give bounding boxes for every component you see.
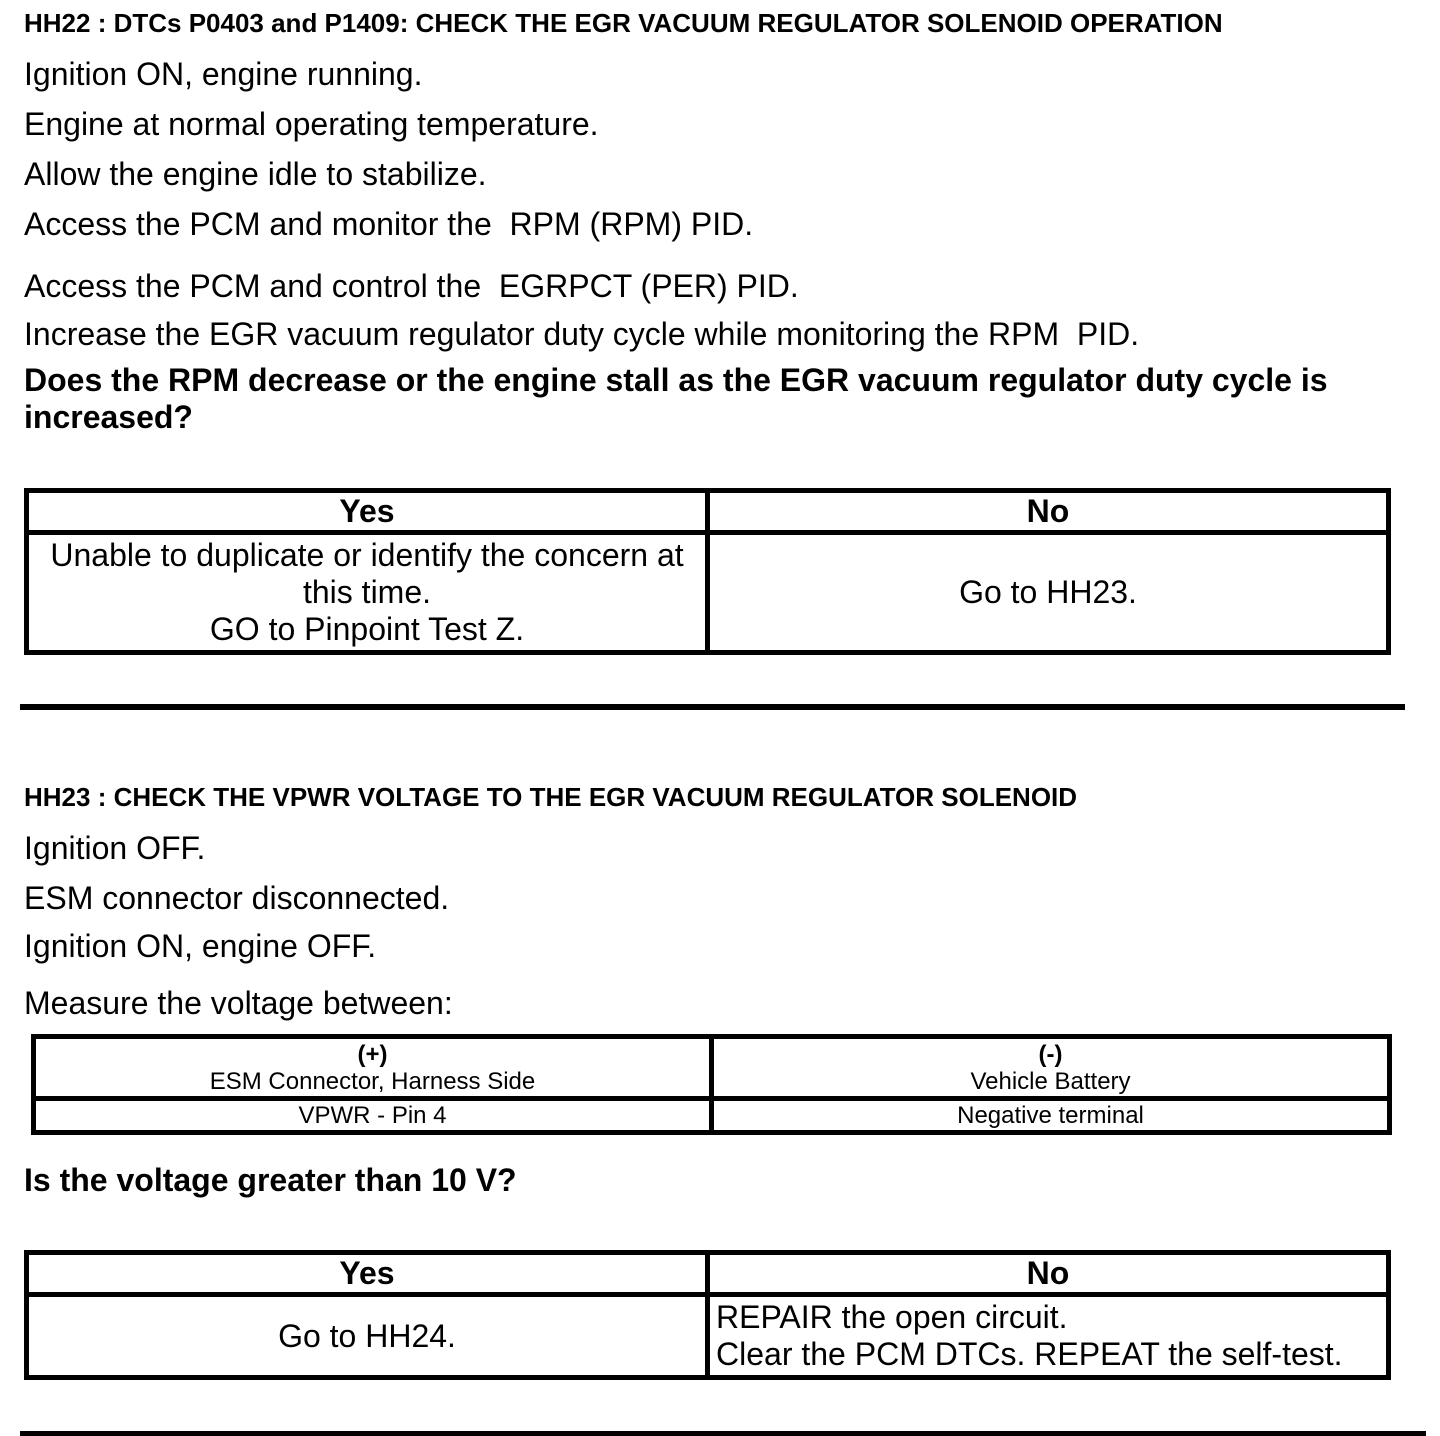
positive-point-cell: VPWR - Pin 4 bbox=[34, 1099, 712, 1133]
step-line: Access the PCM and control the EGRPCT (PER) PID. bbox=[24, 268, 799, 304]
step-line: Measure the voltage between: bbox=[24, 985, 453, 1021]
page-bottom-rule bbox=[20, 1431, 1426, 1436]
header-no-cell: No bbox=[708, 491, 1389, 533]
decision-question: Does the RPM decrease or the engine stall as the EGR vacuum regulator duty cycle is increased? bbox=[24, 362, 1328, 435]
measurement-table bbox=[31, 1034, 1392, 1135]
result-line: this time. bbox=[302, 574, 432, 610]
header-yes-cell: Yes bbox=[27, 491, 708, 533]
result-line: Unable to duplicate or identify the concern at bbox=[50, 537, 684, 573]
decision-table bbox=[24, 488, 1391, 655]
result-line: REPAIR the open circuit. bbox=[716, 1299, 1068, 1335]
step-line: Access the PCM and monitor the RPM (RPM) PID. bbox=[24, 206, 754, 242]
yes-result-cell: Go to HH24. bbox=[27, 1295, 708, 1378]
positive-location: ESM Connector, Harness Side bbox=[209, 1067, 536, 1095]
step-line: ESM connector disconnected. bbox=[24, 880, 450, 916]
step-line: Engine at normal operating temperature. bbox=[24, 106, 599, 142]
no-result-cell bbox=[708, 1295, 1389, 1378]
negative-sign: (-) bbox=[1038, 1040, 1063, 1068]
result-line: Clear the PCM DTCs. REPEAT the self-test. bbox=[716, 1336, 1343, 1372]
decision-table bbox=[24, 1250, 1391, 1380]
result-line: GO to Pinpoint Test Z. bbox=[209, 611, 525, 647]
decision-question: Is the voltage greater than 10 V? bbox=[24, 1162, 517, 1198]
section-title: HH22 : DTCs P0403 and P1409: CHECK THE EGR VACUUM REGULATOR SOLENOID OPERATION bbox=[24, 8, 1223, 38]
yes-result-cell bbox=[27, 533, 708, 653]
section-title: HH23 : CHECK THE VPWR VOLTAGE TO THE EGR VACUUM REGULATOR SOLENOID bbox=[24, 782, 1078, 812]
no-result-cell: Go to HH23. bbox=[708, 533, 1389, 653]
positive-header-cell bbox=[34, 1037, 712, 1099]
step-line: Allow the engine idle to stabilize. bbox=[24, 156, 487, 192]
step-line: Increase the EGR vacuum regulator duty cycle while monitoring the RPM PID. bbox=[24, 316, 1140, 352]
step-line: Ignition ON, engine OFF. bbox=[24, 928, 377, 964]
negative-location: Vehicle Battery bbox=[970, 1067, 1131, 1095]
section-separator bbox=[20, 704, 1405, 710]
negative-header-cell bbox=[712, 1037, 1390, 1099]
header-no-cell: No bbox=[708, 1253, 1389, 1295]
section-hh23 bbox=[24, 782, 1392, 1380]
section-hh22 bbox=[24, 8, 1392, 655]
positive-sign: (+) bbox=[357, 1040, 388, 1068]
step-line: Ignition ON, engine running. bbox=[24, 56, 423, 92]
negative-point-cell: Negative terminal bbox=[712, 1099, 1390, 1133]
step-line: Ignition OFF. bbox=[24, 830, 206, 866]
header-yes-cell: Yes bbox=[27, 1253, 708, 1295]
